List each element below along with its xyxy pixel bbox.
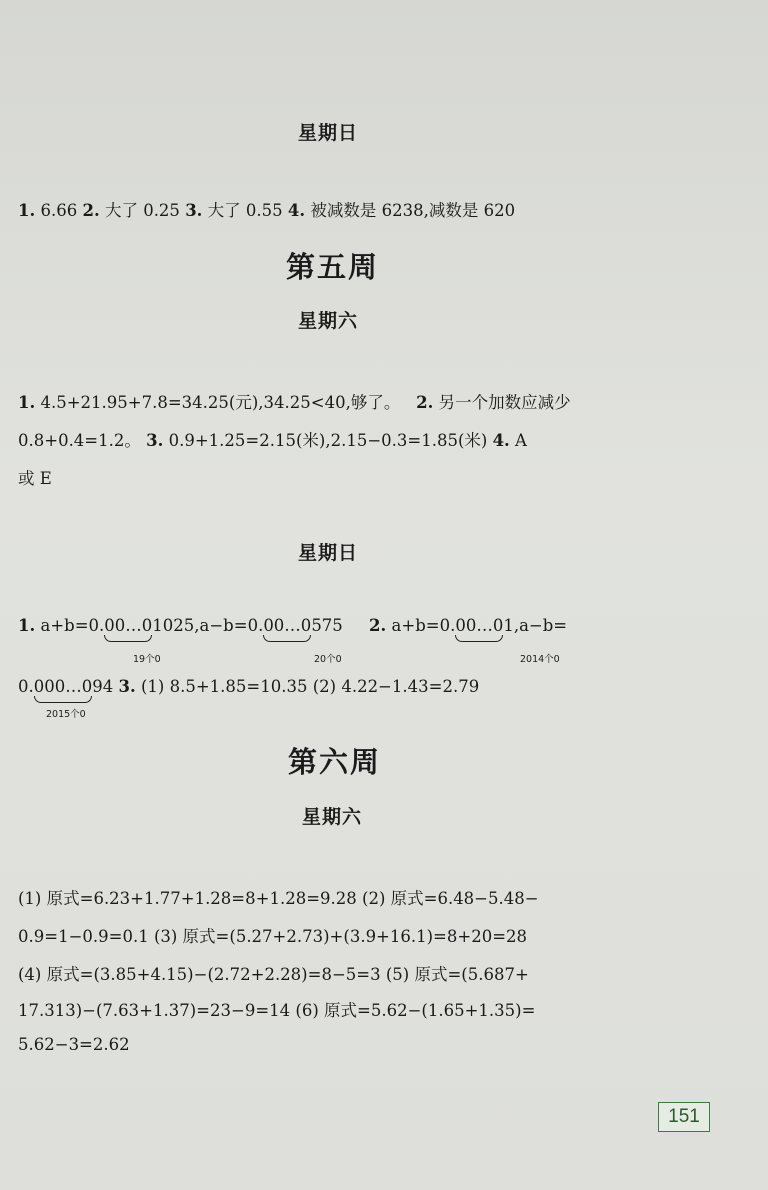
- week6-saturday-line: 0.9=1−0.9=0.1 (3) 原式=(5.27+2.73)+(3.9+16.1)=8+20=28: [18, 927, 528, 946]
- answer-number: 4.: [287, 201, 306, 220]
- answer-number: 3.: [146, 431, 164, 450]
- answer-text: 4.5+21.95+7.8=34.25(元),34.25<40,够了。: [35, 393, 401, 412]
- answer-text: 575: [311, 616, 343, 635]
- answer-text: 另一个加数应减少: [433, 393, 571, 412]
- brace-label: 20个0: [314, 654, 342, 665]
- week5-sunday-line-1: [18, 616, 567, 635]
- answer-number: 1.: [18, 616, 36, 635]
- answer-text: 0.9+1.25=2.15(米),2.15−0.3=1.85(米): [163, 431, 493, 450]
- answer-text: 大了 0.55: [202, 201, 288, 220]
- answer-number: 3.: [185, 201, 203, 220]
- brace-zeros: 00…0: [104, 616, 153, 635]
- week5-saturday-line-3: 或 E: [18, 469, 52, 488]
- week4-sunday-heading: 星期日: [298, 122, 359, 144]
- week6-saturday-heading: 星期六: [302, 806, 363, 828]
- answer-text: 6.66: [35, 201, 83, 220]
- answer-number: 4.: [492, 431, 510, 450]
- answer-text: 94: [92, 677, 119, 696]
- week5-saturday-heading: 星期六: [298, 310, 359, 332]
- answer-number: 2.: [369, 616, 387, 635]
- answer-number: 1.: [18, 393, 36, 412]
- brace-zeros: 00…0: [455, 616, 504, 635]
- week6-heading: 第六周: [288, 745, 382, 779]
- brace-zeros: 000…0: [33, 677, 93, 696]
- answer-text: a+b=0.: [35, 616, 105, 635]
- brace-label: 19个0: [133, 654, 161, 665]
- answer-number: 1.: [18, 201, 36, 220]
- answer-text: 1,a−b=: [503, 616, 568, 635]
- week6-saturday-line: 5.62−3=2.62: [18, 1035, 130, 1054]
- week6-saturday-line: (4) 原式=(3.85+4.15)−(2.72+2.28)=8−5=3 (5) 原式=(5.687+: [18, 965, 529, 984]
- week5-heading: 第五周: [286, 250, 380, 284]
- answer-number: 2.: [416, 393, 434, 412]
- answer-text: a+b=0.: [386, 616, 456, 635]
- brace-label: 2014个0: [520, 654, 560, 665]
- week5-saturday-line-2: [18, 427, 527, 451]
- answer-text: 1025,a−b=0.: [152, 616, 264, 635]
- answer-number: 2.: [82, 201, 100, 220]
- page-number: 151: [658, 1102, 710, 1132]
- week5-sunday-line-2: [18, 677, 479, 696]
- answer-text: 0.8+0.4=1.2。: [18, 431, 147, 450]
- answer-text: (1) 8.5+1.85=10.35 (2) 4.22−1.43=2.79: [135, 677, 480, 696]
- week5-sunday-heading: 星期日: [298, 542, 359, 564]
- answer-text: 大了 0.25: [99, 201, 186, 220]
- week5-saturday-line-1: [18, 389, 571, 413]
- answer-number: 3.: [118, 677, 136, 696]
- week4-sunday-answers: [18, 197, 515, 221]
- answer-text: 0.: [18, 677, 34, 696]
- answer-text: A: [509, 431, 527, 450]
- week6-saturday-line: 17.313)−(7.63+1.37)=23−9=14 (6) 原式=5.62−(1.65+1.35)=: [18, 1001, 536, 1020]
- answer-text: 被减数是 6238,减数是 620: [305, 201, 516, 220]
- week6-saturday-line: (1) 原式=6.23+1.77+1.28=8+1.28=9.28 (2) 原式=6.48−5.48−: [18, 889, 539, 908]
- brace-zeros: 00…0: [263, 616, 312, 635]
- brace-label: 2015个0: [46, 709, 86, 720]
